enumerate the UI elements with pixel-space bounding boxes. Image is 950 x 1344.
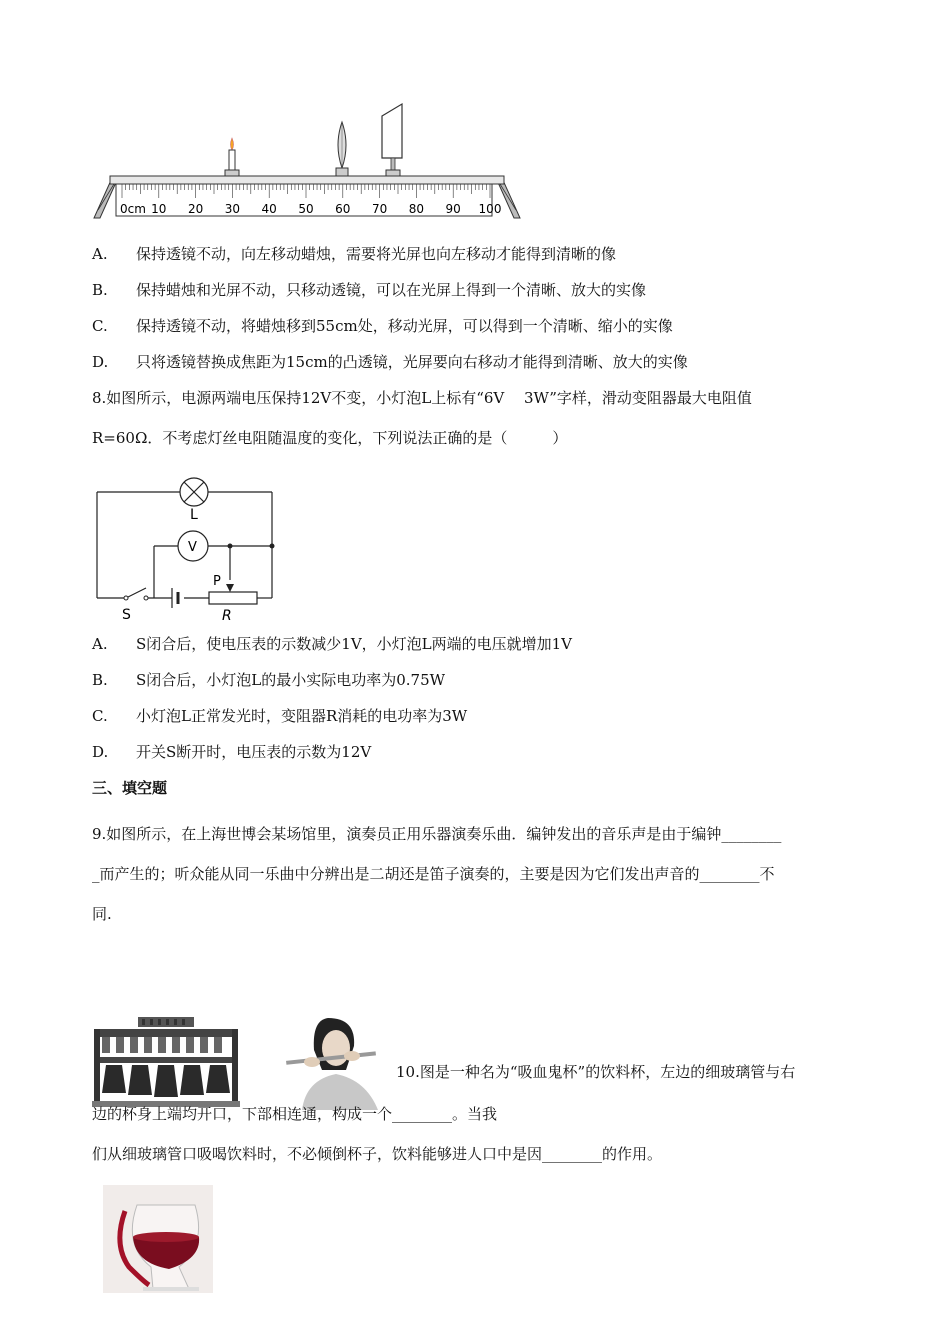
q8-option-b: B. S闭合后，小灯泡L的最小实际电功率为0.75W: [92, 671, 446, 689]
flute-player-image: [282, 1010, 384, 1110]
scale-label: 60: [335, 202, 351, 216]
optical-bench-figure: [92, 100, 522, 225]
option-d: D. 只将透镜替换成焦距为15cm的凸透镜，光屏要向右移动才能得到清晰、放大的实像: [92, 353, 688, 371]
scale-label: 80: [408, 202, 425, 216]
q8-option-a: A. S闭合后，使电压表的示数减少1V，小灯泡L两端的电压就增加1V: [92, 635, 572, 653]
q8-stem-line1: 8.如图所示，电源两端电压保持12V不变，小灯泡L上标有“6V 3W”字样，滑动变阻器最大电阻值: [92, 389, 752, 407]
q9-line1: 9.如图所示，在上海世博会某场馆里，演奏员正用乐器演奏乐曲．编钟发出的音乐声是由于编钟________: [92, 825, 782, 843]
circuit-diagram: [92, 472, 282, 624]
scale-label: 40: [261, 202, 277, 216]
scale-label: 0cm: [120, 202, 146, 216]
scale-label: 10: [151, 202, 167, 216]
q10-line3: 们从细玻璃管口吸喝饮料时，不必倾倒杯子，饮料能够进人口中是因________的作用。: [92, 1145, 663, 1163]
candle: [225, 138, 239, 176]
lamp-label: L: [190, 507, 198, 523]
chime-bells-image: [92, 1015, 240, 1109]
q8-option-c: C. 小灯泡L正常发光时，变阻器R消耗的电功率为3W: [92, 707, 468, 725]
q9-line2: _而产生的；听众能从同一乐曲中分辨出是二胡还是笛子演奏的，主要是因为它们发出声音的________不: [92, 865, 775, 883]
scale-label: 100: [478, 202, 502, 216]
voltmeter-label: V: [188, 540, 197, 555]
slider-label: P: [213, 574, 221, 589]
scale-label: 20: [187, 202, 204, 216]
q10-line2: 边的杯身上端均开口，下部相连通，构成一个________。当我: [92, 1105, 498, 1123]
switch-label: S: [122, 607, 131, 623]
scale-label: 90: [445, 202, 461, 216]
scale-label: 50: [298, 202, 314, 216]
scale-label: 70: [371, 202, 388, 216]
scale-label: 30: [224, 202, 241, 216]
resistor-label: R: [222, 608, 232, 624]
option-a: A. 保持透镜不动，向左移动蜡烛，需要将光屏也向左移动才能得到清晰的像: [92, 245, 617, 263]
option-c: C. 保持透镜不动，将蜡烛移到55cm处，移动光屏，可以得到一个清晰、缩小的实像: [92, 317, 673, 335]
vampire-cup-image: [103, 1185, 213, 1293]
q8-option-d: D. 开关S断开时，电压表的示数为12V: [92, 743, 372, 761]
q10-line1: 10.图是一种名为“吸血鬼杯”的饮料杯，左边的细玻璃管与右: [396, 1063, 796, 1081]
light-screen: [382, 104, 402, 176]
q8-stem-line2: R=60Ω．不考虑灯丝电阻随温度的变化，下列说法正确的是（ ）: [92, 429, 568, 447]
section-title: 三、填空题: [92, 779, 168, 797]
q9-line3: 同.: [92, 905, 112, 923]
option-b: B. 保持蜡烛和光屏不动，只移动透镜，可以在光屏上得到一个清晰、放大的实像: [92, 281, 647, 299]
convex-lens: [336, 122, 348, 176]
